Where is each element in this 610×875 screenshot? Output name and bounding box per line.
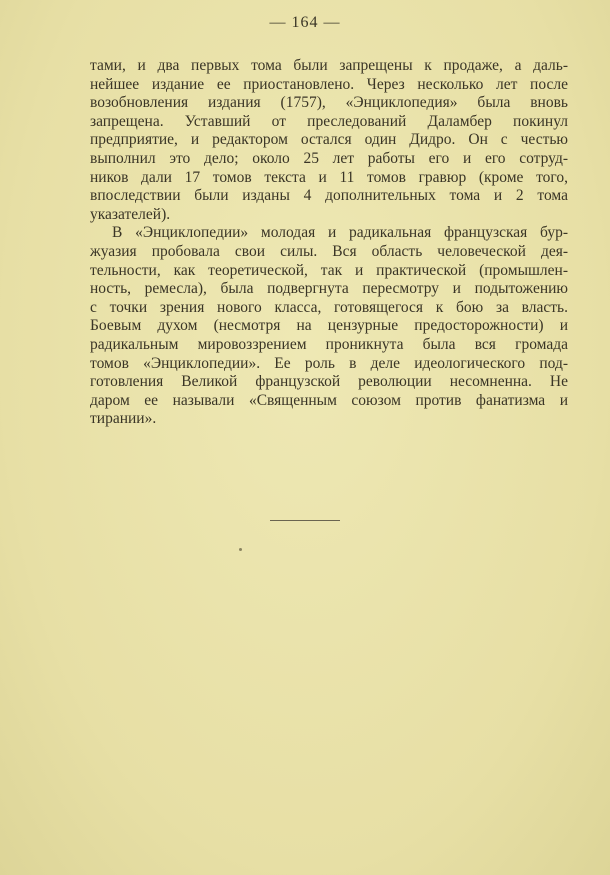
text-line: нейшее издание ее приостановлено. Через несколько лет после [90,75,568,93]
text-line: тирании». [90,410,157,428]
text-line: томов «Энциклопедии». Ее роль в деле идеологического под- [90,354,568,372]
text-line: тельности, как теоретической, так и практической (промышлен- [90,261,568,279]
text-line: тами, и два первых тома были запрещены к продаже, а даль- [90,57,568,74]
text-line: жуазия пробовала свои силы. Вся область человеческой дея- [90,242,568,260]
print-speck [239,548,242,551]
text-line: Боевым духом (несмотря на цензурные предосторожности) и [90,317,568,335]
text-line: предприятие, и редактором остался один Дидро. Он с честью [90,131,568,149]
text-line: впоследствии были изданы 4 дополнительных тома и 2 тома [90,187,568,205]
text-line: даром ее называли «Священным союзом против фанатизма и [90,391,568,409]
text-line: ников дали 17 томов текста и 11 томов гравюр (кроме того, [90,168,568,186]
page-number: — 164 — [269,14,341,31]
section-separator-rule [270,520,340,521]
text-line: указателей). [90,205,171,223]
text-line: готовления Великой французской революции несомненна. Не [90,373,568,391]
text-line: запрещена. Уставший от преследований Даламбер покинул [90,112,568,130]
text-line: радикальным мировоззрением проникнута была вся громада [90,335,568,353]
text-line: с точки зрения нового класса, готовящегося к бою за власть. [90,298,568,316]
text-line: возобновления издания (1757), «Энциклопедия» была вновь [90,94,568,112]
text-line: В «Энциклопедии» молодая и радикальная французская бур- [112,224,568,242]
text-line: выполнил это дело; около 25 лет работы его и его сотруд- [90,149,568,167]
text-line: ность, ремесла), была подвергнута пересмотру и подытожению [90,280,568,298]
body-text [90,57,568,429]
